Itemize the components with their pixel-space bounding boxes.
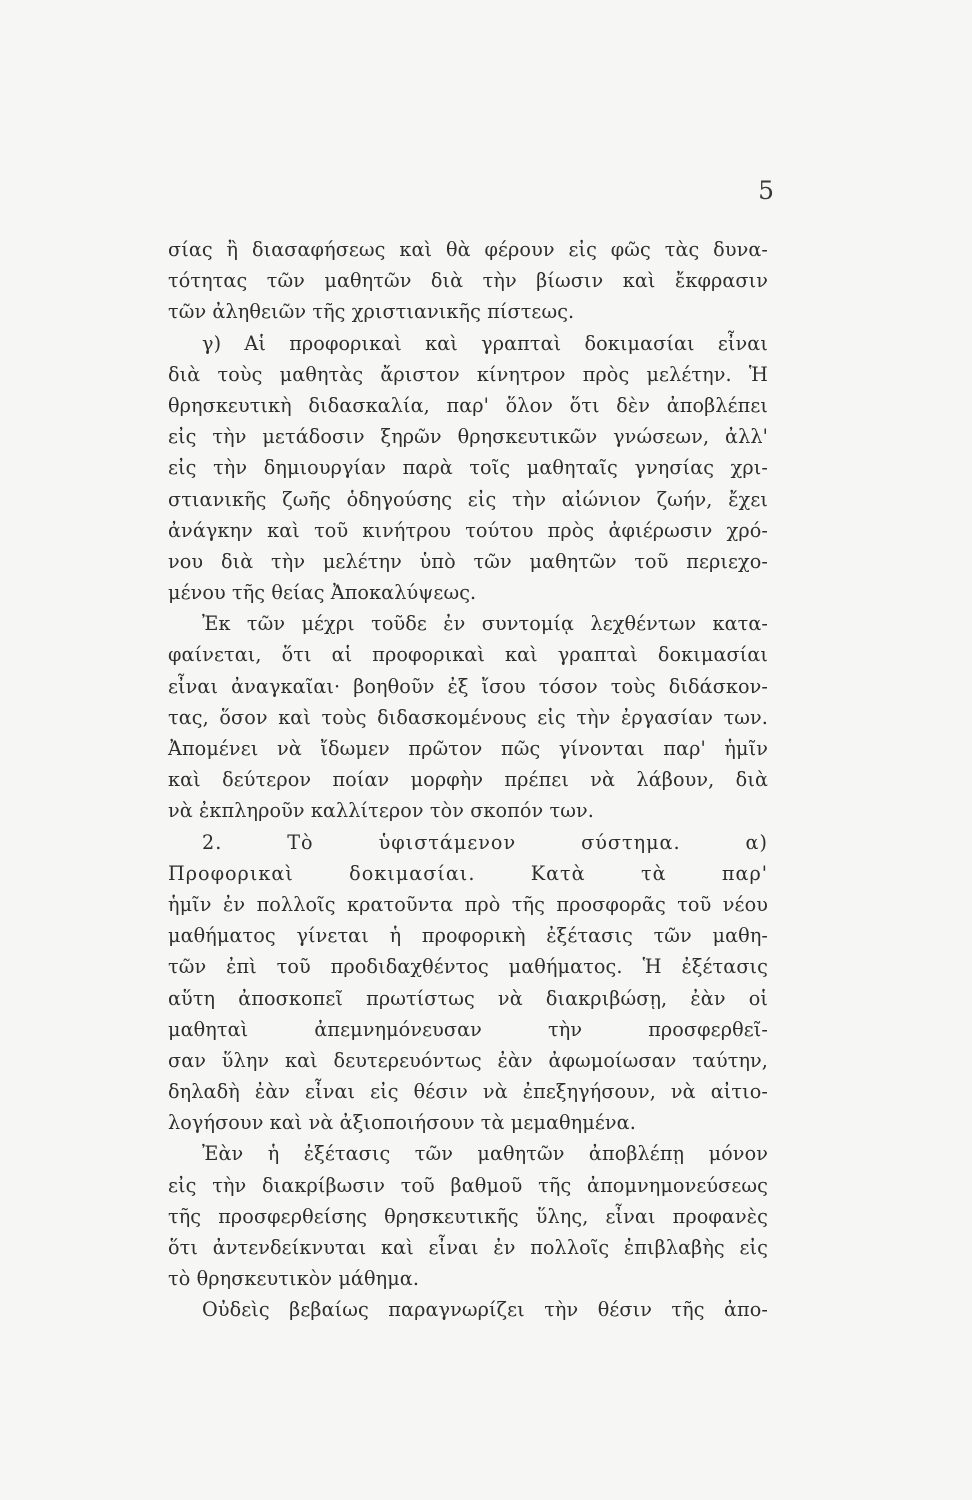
text-line: φαίνεται, ὅτι αἱ προφορικαὶ καὶ γραπταὶ δοκιμασίαι bbox=[168, 643, 768, 667]
text-line: μένου τῆς θείας Ἀποκαλύψεως. bbox=[168, 581, 477, 605]
text-line: σαν ὕλην καὶ δευτερευόντως ἐὰν ἀφωμοίωσαν ταύτην, bbox=[168, 1048, 768, 1072]
text-line: εἰς τὴν διακρίβωσιν τοῦ βαθμοῦ τῆς ἀπομνημονεύσεως bbox=[168, 1173, 768, 1197]
text-line: τας, ὅσον καὶ τοὺς διδασκομένους εἰς τὴν ἐργασίαν των. bbox=[168, 705, 768, 729]
text-line: τῶν ἀληθειῶν τῆς χριστιανικῆς πίστεως. bbox=[168, 300, 575, 324]
text-line: νου διὰ τὴν μελέτην ὑπὸ τῶν μαθητῶν τοῦ περιεχο- bbox=[168, 549, 768, 573]
text-line: δηλαδὴ ἐὰν εἶναι εἰς θέσιν νὰ ἐπεξηγήσουν, νὰ αἰτιο- bbox=[168, 1080, 768, 1104]
text-line: εἰς τὴν δημιουργίαν παρὰ τοῖς μαθηταῖς γνησίας χρι- bbox=[168, 456, 768, 480]
text-line: τότητας τῶν μαθητῶν διὰ τὴν βίωσιν καὶ ἔκφρασιν bbox=[168, 269, 768, 293]
text-line: 2. Τὸ ὑφιστάμενον σύστημα. α) bbox=[202, 830, 768, 854]
text-line: ἡμῖν ἐν πολλοῖς κρατοῦντα πρὸ τῆς προσφορᾶς τοῦ νέου bbox=[168, 892, 768, 916]
text-line: Οὐδεὶς βεβαίως παραγνωρίζει τὴν θέσιν τῆς ἀπο- bbox=[202, 1298, 768, 1322]
text-line: λογήσουν καὶ νὰ ἀξιοποιήσουν τὰ μεμαθημένα. bbox=[168, 1111, 636, 1135]
text-line: ὅτι ἀντενδείκνυται καὶ εἶναι ἐν πολλοῖς ἐπιβλαβὴς εἰς bbox=[168, 1236, 768, 1259]
text-line: στιανικῆς ζωῆς ὁδηγούσης εἰς τὴν αἰώνιον ζωήν, ἔχει bbox=[168, 487, 768, 511]
text-line: τῆς προσφερθείσης θρησκευτικῆς ὕλης, εἶναι προφανὲς bbox=[168, 1204, 768, 1228]
text-line: Ἀπομένει νὰ ἴδωμεν πρῶτον πῶς γίνονται παρ' ἡμῖν bbox=[168, 737, 768, 760]
text-line: εἰς τὴν μετάδοσιν ξηρῶν θρησκευτικῶν γνώσεων, ἀλλ' bbox=[168, 425, 768, 449]
text-line: Ἐκ τῶν μέχρι τοῦδε ἐν συντομίᾳ λεχθέντων κατα- bbox=[202, 612, 768, 636]
page-number: 5 bbox=[758, 176, 774, 205]
text-line: Προφορικαὶ δοκιμασίαι. Κατὰ τὰ παρ' bbox=[168, 861, 768, 885]
text-line: σίας ἢ διασαφήσεως καὶ θὰ φέρουν εἰς φῶς τὰς δυνα- bbox=[168, 238, 768, 261]
text-line: μαθηταὶ ἀπεμνημόνευσαν τὴν προσφερθεῖ- bbox=[168, 1017, 768, 1041]
text-line: καὶ δεύτερον ποίαν μορφὴν πρέπει νὰ λάβουν, διὰ bbox=[168, 768, 768, 792]
body-text bbox=[168, 234, 768, 1326]
text-line: Ἐὰν ἡ ἐξέτασις τῶν μαθητῶν ἀποβλέπῃ μόνον bbox=[202, 1142, 768, 1166]
text-line: γ) Αἱ προφορικαὶ καὶ γραπταὶ δοκιμασίαι εἶναι bbox=[202, 331, 768, 355]
text-line: θρησκευτικὴ διδασκαλία, παρ' ὅλον ὅτι δὲν ἀποβλέπει bbox=[168, 393, 768, 417]
text-line: νὰ ἐκπληροῦν καλλίτερον τὸν σκοπόν των. bbox=[168, 799, 594, 823]
text-line: τῶν ἐπὶ τοῦ προδιδαχθέντος μαθήματος. Ἡ ἐξέτασις bbox=[168, 955, 768, 979]
text-line: αὕτη ἀποσκοπεῖ πρωτίστως νὰ διακριβώσῃ, ἐὰν οἱ bbox=[168, 986, 768, 1010]
text-line: ἀνάγκην καὶ τοῦ κινήτρου τούτου πρὸς ἀφιέρωσιν χρό- bbox=[168, 518, 768, 542]
text-line: τὸ θρησκευτικὸν μάθημα. bbox=[168, 1267, 420, 1291]
text-line: μαθήματος γίνεται ἡ προφορικὴ ἐξέτασις τῶν μαθη- bbox=[168, 924, 768, 948]
text-line: διὰ τοὺς μαθητὰς ἄριστον κίνητρον πρὸς μελέτην. Ἡ bbox=[168, 362, 768, 386]
text-line: εἶναι ἀναγκαῖαι· βοηθοῦν ἐξ ἴσου τόσον τοὺς διδάσκον- bbox=[168, 674, 768, 698]
